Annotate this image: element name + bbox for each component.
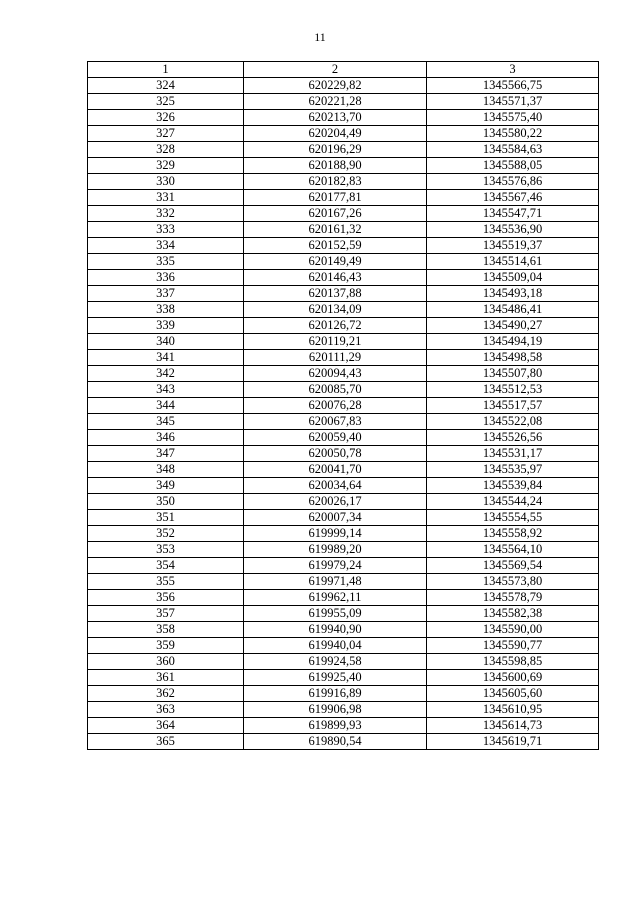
coordinate-y-cell: 1345598,85 (427, 654, 599, 670)
coordinate-y-cell: 1345493,18 (427, 286, 599, 302)
coordinate-y-cell: 1345590,00 (427, 622, 599, 638)
table-row (88, 542, 599, 558)
coordinate-x-cell: 619989,20 (244, 542, 427, 558)
table-row (88, 254, 599, 270)
point-number-cell: 344 (88, 398, 244, 414)
coordinate-y-cell: 1345554,55 (427, 510, 599, 526)
point-number-cell: 334 (88, 238, 244, 254)
coordinate-x-cell: 620126,72 (244, 318, 427, 334)
coordinate-y-cell: 1345544,24 (427, 494, 599, 510)
coordinate-x-cell: 620085,70 (244, 382, 427, 398)
point-number-cell: 345 (88, 414, 244, 430)
point-number-cell: 352 (88, 526, 244, 542)
coordinate-y-cell: 1345614,73 (427, 718, 599, 734)
coordinate-x-cell: 620213,70 (244, 110, 427, 126)
coordinate-x-cell: 620167,26 (244, 206, 427, 222)
coordinate-y-cell: 1345571,37 (427, 94, 599, 110)
point-number-cell: 330 (88, 174, 244, 190)
point-number-cell: 362 (88, 686, 244, 702)
table-body (88, 78, 599, 750)
table-row (88, 478, 599, 494)
table-row (88, 78, 599, 94)
table-row (88, 622, 599, 638)
table-row (88, 494, 599, 510)
point-number-cell: 324 (88, 78, 244, 94)
point-number-cell: 354 (88, 558, 244, 574)
column-header-3: 3 (427, 62, 599, 78)
coordinate-x-cell: 620137,88 (244, 286, 427, 302)
coordinate-x-cell: 620204,49 (244, 126, 427, 142)
coordinate-x-cell: 620059,40 (244, 430, 427, 446)
coordinate-x-cell: 619971,48 (244, 574, 427, 590)
point-number-cell: 329 (88, 158, 244, 174)
coordinate-x-cell: 620149,49 (244, 254, 427, 270)
coordinate-y-cell: 1345558,92 (427, 526, 599, 542)
table-row (88, 286, 599, 302)
coordinate-x-cell: 619925,40 (244, 670, 427, 686)
table-row (88, 94, 599, 110)
table-row (88, 574, 599, 590)
table-row (88, 606, 599, 622)
coordinate-y-cell: 1345539,84 (427, 478, 599, 494)
table-row (88, 734, 599, 750)
coordinate-y-cell: 1345490,27 (427, 318, 599, 334)
point-number-cell: 331 (88, 190, 244, 206)
coordinate-y-cell: 1345512,53 (427, 382, 599, 398)
coordinate-y-cell: 1345547,71 (427, 206, 599, 222)
coordinate-y-cell: 1345536,90 (427, 222, 599, 238)
table-row (88, 702, 599, 718)
coordinate-y-cell: 1345494,19 (427, 334, 599, 350)
coordinate-y-cell: 1345584,63 (427, 142, 599, 158)
point-number-cell: 341 (88, 350, 244, 366)
coordinate-x-cell: 620007,34 (244, 510, 427, 526)
coordinate-y-cell: 1345531,17 (427, 446, 599, 462)
point-number-cell: 360 (88, 654, 244, 670)
point-number-cell: 363 (88, 702, 244, 718)
coordinate-y-cell: 1345498,58 (427, 350, 599, 366)
point-number-cell: 328 (88, 142, 244, 158)
table-row (88, 558, 599, 574)
coordinates-table (87, 61, 599, 750)
coordinate-x-cell: 620067,83 (244, 414, 427, 430)
point-number-cell: 333 (88, 222, 244, 238)
coordinate-x-cell: 619906,98 (244, 702, 427, 718)
coordinate-x-cell: 620196,29 (244, 142, 427, 158)
coordinate-y-cell: 1345575,40 (427, 110, 599, 126)
coordinate-x-cell: 619924,58 (244, 654, 427, 670)
point-number-cell: 364 (88, 718, 244, 734)
table-row (88, 206, 599, 222)
coordinate-y-cell: 1345514,61 (427, 254, 599, 270)
table-row (88, 366, 599, 382)
coordinate-x-cell: 619940,04 (244, 638, 427, 654)
point-number-cell: 347 (88, 446, 244, 462)
point-number-cell: 358 (88, 622, 244, 638)
coordinate-y-cell: 1345522,08 (427, 414, 599, 430)
table-row (88, 526, 599, 542)
coordinate-y-cell: 1345600,69 (427, 670, 599, 686)
table-row (88, 670, 599, 686)
table-row (88, 590, 599, 606)
coordinate-x-cell: 619916,89 (244, 686, 427, 702)
coordinate-x-cell: 620076,28 (244, 398, 427, 414)
table-row (88, 238, 599, 254)
coordinate-y-cell: 1345580,22 (427, 126, 599, 142)
point-number-cell: 350 (88, 494, 244, 510)
table-row (88, 718, 599, 734)
point-number-cell: 325 (88, 94, 244, 110)
coordinate-x-cell: 620229,82 (244, 78, 427, 94)
coordinate-x-cell: 620041,70 (244, 462, 427, 478)
table-row (88, 510, 599, 526)
table-row (88, 350, 599, 366)
table-row (88, 654, 599, 670)
table-row (88, 462, 599, 478)
point-number-cell: 356 (88, 590, 244, 606)
column-header-2: 2 (244, 62, 427, 78)
table-row (88, 126, 599, 142)
point-number-cell: 342 (88, 366, 244, 382)
point-number-cell: 332 (88, 206, 244, 222)
coordinate-y-cell: 1345573,80 (427, 574, 599, 590)
coordinate-x-cell: 620221,28 (244, 94, 427, 110)
column-header-1: 1 (88, 62, 244, 78)
table-row (88, 222, 599, 238)
coordinate-y-cell: 1345569,54 (427, 558, 599, 574)
table-row (88, 430, 599, 446)
point-number-cell: 337 (88, 286, 244, 302)
coordinate-x-cell: 620161,32 (244, 222, 427, 238)
table-header-row (88, 62, 599, 78)
point-number-cell: 339 (88, 318, 244, 334)
coordinate-y-cell: 1345517,57 (427, 398, 599, 414)
point-number-cell: 336 (88, 270, 244, 286)
point-number-cell: 346 (88, 430, 244, 446)
coordinate-x-cell: 620134,09 (244, 302, 427, 318)
coordinate-x-cell: 619940,90 (244, 622, 427, 638)
table-row (88, 414, 599, 430)
point-number-cell: 353 (88, 542, 244, 558)
coordinate-y-cell: 1345535,97 (427, 462, 599, 478)
coordinate-x-cell: 620026,17 (244, 494, 427, 510)
coordinate-y-cell: 1345567,46 (427, 190, 599, 206)
coordinate-y-cell: 1345578,79 (427, 590, 599, 606)
coordinate-x-cell: 620050,78 (244, 446, 427, 462)
point-number-cell: 343 (88, 382, 244, 398)
coordinate-y-cell: 1345588,05 (427, 158, 599, 174)
coordinate-x-cell: 620146,43 (244, 270, 427, 286)
point-number-cell: 361 (88, 670, 244, 686)
point-number-cell: 348 (88, 462, 244, 478)
table-row (88, 382, 599, 398)
coordinate-y-cell: 1345566,75 (427, 78, 599, 94)
coordinate-y-cell: 1345605,60 (427, 686, 599, 702)
coordinate-x-cell: 620152,59 (244, 238, 427, 254)
coordinate-y-cell: 1345509,04 (427, 270, 599, 286)
table-row (88, 190, 599, 206)
coordinate-y-cell: 1345576,86 (427, 174, 599, 190)
point-number-cell: 359 (88, 638, 244, 654)
coordinate-y-cell: 1345610,95 (427, 702, 599, 718)
point-number-cell: 335 (88, 254, 244, 270)
table-row (88, 302, 599, 318)
table-row (88, 398, 599, 414)
point-number-cell: 338 (88, 302, 244, 318)
point-number-cell: 327 (88, 126, 244, 142)
table-row (88, 686, 599, 702)
point-number-cell: 326 (88, 110, 244, 126)
table-row (88, 110, 599, 126)
point-number-cell: 349 (88, 478, 244, 494)
coordinate-y-cell: 1345526,56 (427, 430, 599, 446)
table-row (88, 142, 599, 158)
coordinate-x-cell: 619890,54 (244, 734, 427, 750)
coordinate-x-cell: 620182,83 (244, 174, 427, 190)
coordinate-y-cell: 1345619,71 (427, 734, 599, 750)
coordinate-x-cell: 620119,21 (244, 334, 427, 350)
coordinate-x-cell: 620188,90 (244, 158, 427, 174)
point-number-cell: 351 (88, 510, 244, 526)
page-number: 11 (314, 30, 326, 44)
table-row (88, 174, 599, 190)
table-row (88, 446, 599, 462)
coordinate-y-cell: 1345582,38 (427, 606, 599, 622)
coordinate-y-cell: 1345590,77 (427, 638, 599, 654)
table-row (88, 334, 599, 350)
coordinate-x-cell: 620111,29 (244, 350, 427, 366)
coordinate-x-cell: 619962,11 (244, 590, 427, 606)
point-number-cell: 340 (88, 334, 244, 350)
coordinate-y-cell: 1345564,10 (427, 542, 599, 558)
point-number-cell: 365 (88, 734, 244, 750)
coordinate-x-cell: 619999,14 (244, 526, 427, 542)
point-number-cell: 357 (88, 606, 244, 622)
coordinate-x-cell: 619955,09 (244, 606, 427, 622)
coordinate-y-cell: 1345519,37 (427, 238, 599, 254)
coordinate-x-cell: 620177,81 (244, 190, 427, 206)
coordinate-y-cell: 1345486,41 (427, 302, 599, 318)
coordinate-y-cell: 1345507,80 (427, 366, 599, 382)
table-row (88, 638, 599, 654)
table-row (88, 270, 599, 286)
table-row (88, 318, 599, 334)
coordinate-x-cell: 619899,93 (244, 718, 427, 734)
table-row (88, 158, 599, 174)
coordinate-x-cell: 620094,43 (244, 366, 427, 382)
coordinate-x-cell: 619979,24 (244, 558, 427, 574)
coordinate-x-cell: 620034,64 (244, 478, 427, 494)
point-number-cell: 355 (88, 574, 244, 590)
